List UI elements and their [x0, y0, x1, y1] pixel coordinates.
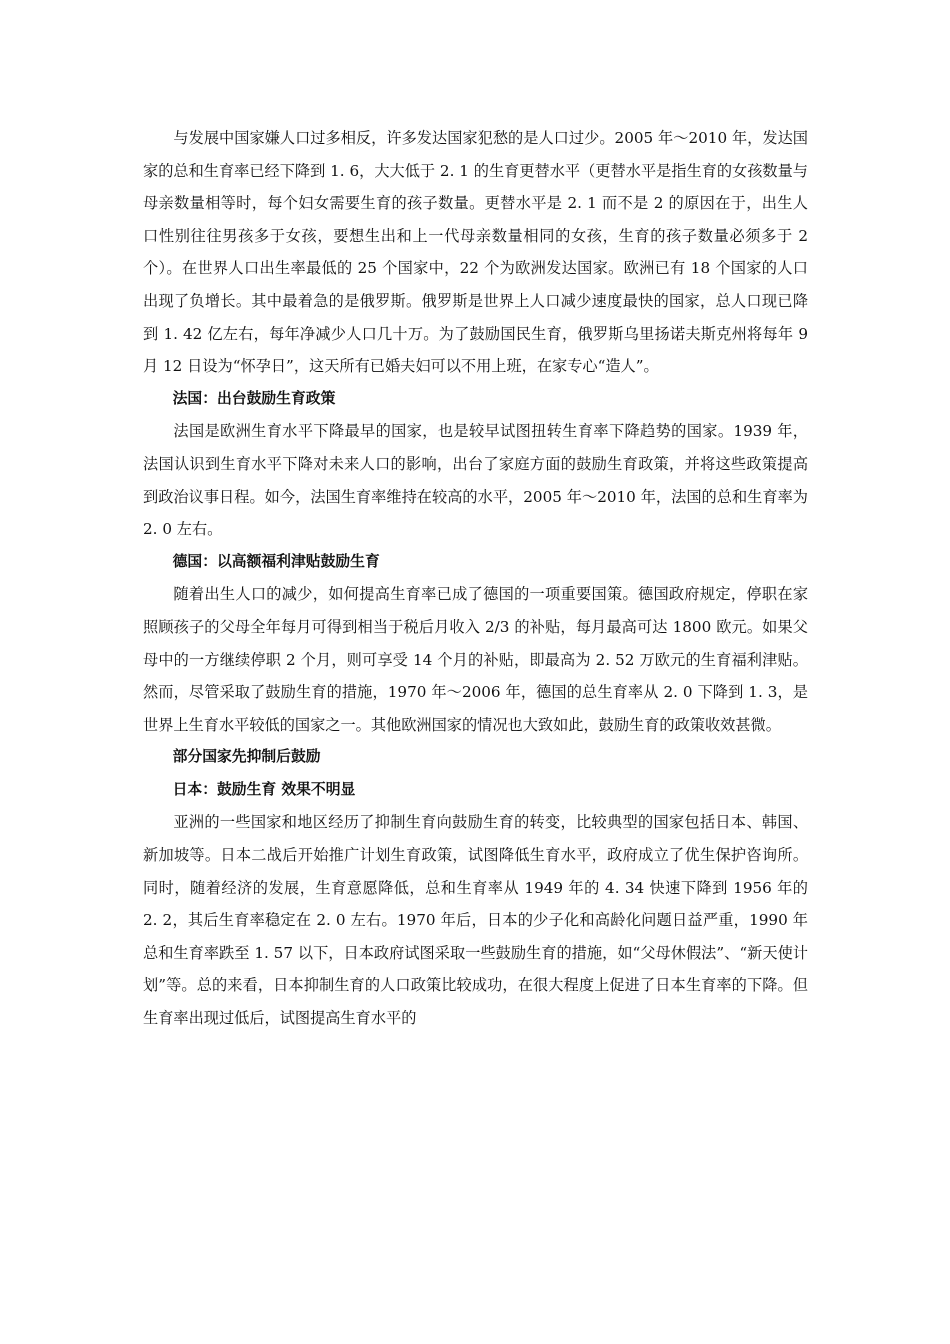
paragraph-france: 法国是欧洲生育水平下降最早的国家，也是较早试图扭转生育率下降趋势的国家。1939 年，法国认识到生育水平下降对未来人口的影响，出台了家庭方面的鼓励生育政策，并将这些政策提高到政治议事日程。如今，法国生育率维持在较高的水平，2005 年～2010 年，法国的总和生育率为 2. 0 左右。 — [143, 422, 808, 539]
paragraph-japan: 亚洲的一些国家和地区经历了抑制生育向鼓励生育的转变，比较典型的国家包括日本、韩国、新加坡等。日本二战后开始推广计划生育政策，试图降低生育水平，政府成立了优生保护咨询所。同时，随着经济的发展，生育意愿降低，总和生育率从 1949 年的 4. 34 快速下降到 1956 年的 2. 2，其后生育率稳定在 2. 0 左右。1970 年后，日本的少子化和高龄化问题日益严重，1990 年总和生育率跌至 1. 57 以下，日本政府试图采取一些鼓励生育的措施，如“父母休假法”、“新天使计划”等。总的来看，日本抑制生育的人口政策比较成功，在很大程度上促进了日本生育率的下降。但生育率出现过低后，试图提高生育水平的 — [143, 813, 808, 1028]
heading-france: 法国：出台鼓励生育政策 — [172, 389, 336, 407]
paragraph-germany: 随着出生人口的减少，如何提高生育率已成了德国的一项重要国策。德国政府规定，停职在家照顾孩子的父母全年每月可得到相当于税后月收入 2/3 的补贴，每月最高可达 1800 欧元。如果父母中的一方继续停职 2 个月，则可享受 14 个月的补贴，即最高为 2. 52 万欧元的生育福利津贴。然而，尽管采取了鼓励生育的措施，1970 年～2006 年，德国的总生育率从 2. 0 下降到 1. 3，是世界上生育水平较低的国家之一。其他欧洲国家的情况也大致如此，鼓励生育的政策收效甚微。 — [143, 585, 808, 734]
heading-germany: 德国：以高额福利津贴鼓励生育 — [172, 552, 380, 570]
heading-suppress-then-encourage: 部分国家先抑制后鼓励 — [172, 748, 321, 766]
paragraph-russia: 与发展中国家嫌人口过多相反，许多发达国家犯愁的是人口过少。2005 年～2010 年，发达国家的总和生育率已经下降到 1. 6，大大低于 2. 1 的生育更替水平（更替水平是指生育的女孩数量与母亲数量相等时，每个妇女需要生育的孩子数量。更替水平是 2. 1 而不是 2 的原因在于，出生人口性别往往男孩多于女孩，要想生出和上一代母亲数量相同的女孩，生育的孩子数量必须多于 2 个）。在世界人口出生率最低的 25 个国家中，22 个为欧洲发达国家。欧洲已有 18 个国家的人口出现了负增长。其中最着急的是俄罗斯。俄罗斯是世界上人口减少速度最快的国家，总人口现已降到 1. 42 亿左右，每年净减少人口几十万。为了鼓励国民生育，俄罗斯乌里扬诺夫斯克州将每年 9 月 12 日设为“怀孕日”，这天所有已婚夫妇可以不用上班，在家专心“造人”。 — [143, 129, 808, 376]
heading-japan: 日本：鼓励生育 效果不明显 — [172, 780, 356, 798]
document-body — [143, 122, 808, 1035]
